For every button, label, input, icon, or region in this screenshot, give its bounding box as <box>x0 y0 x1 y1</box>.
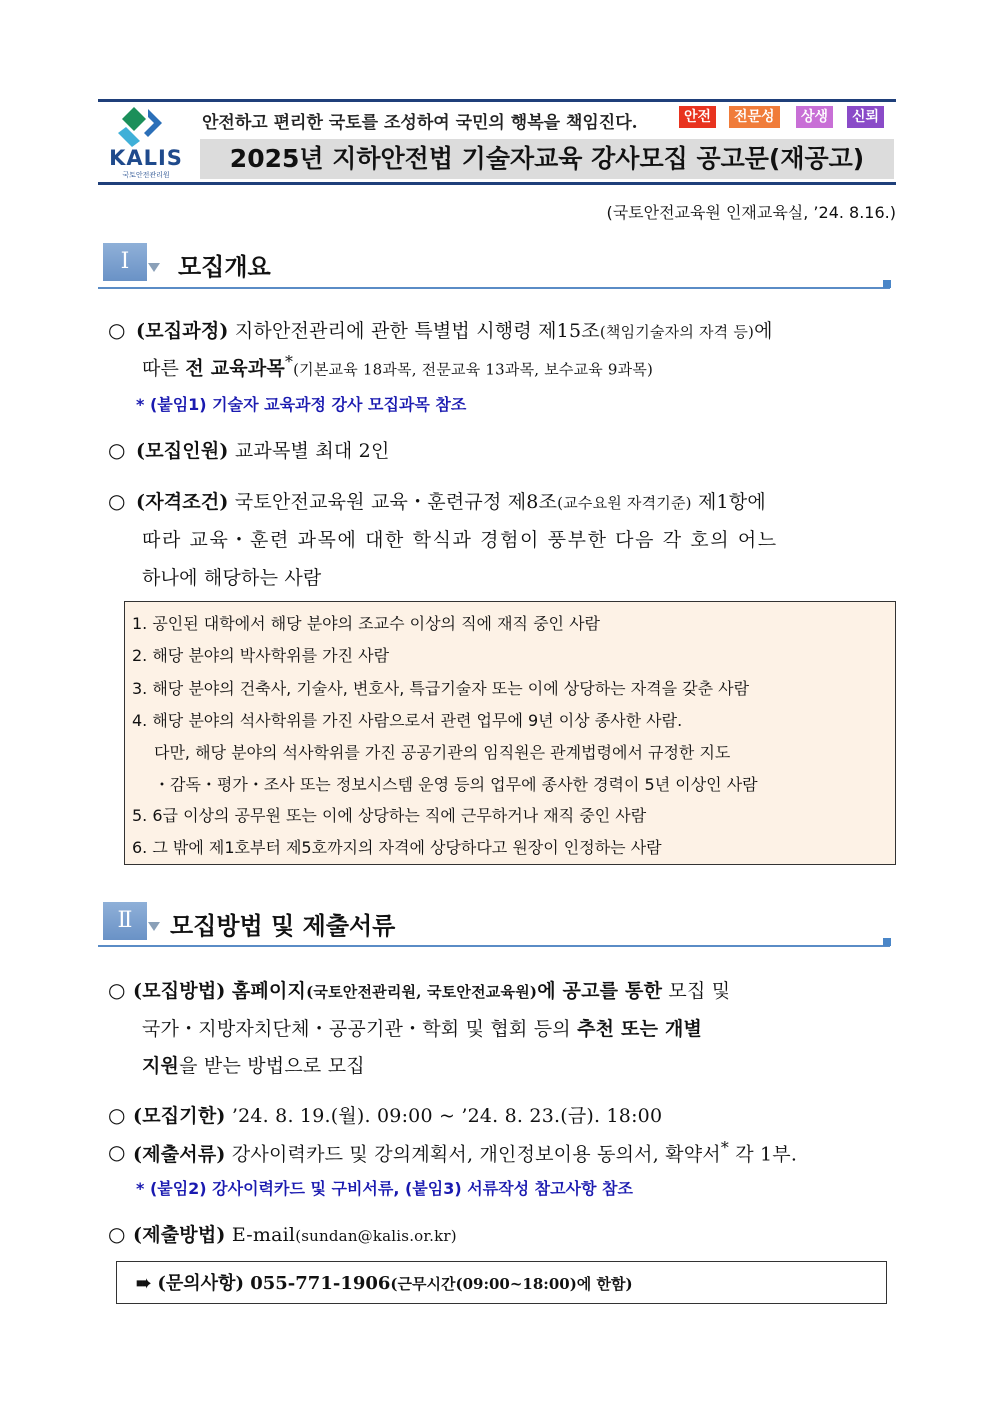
qualification-label: (자격조건) <box>136 491 229 513</box>
docs-count: 각 1부. <box>735 1143 798 1166</box>
course-star: * <box>284 352 294 371</box>
method-homepage-sites: (국토안전관리원, 국토안전교육원) <box>306 983 538 1001</box>
course-text: 지하안전관리에 관한 특별법 시행령 제15조 <box>234 320 600 342</box>
course-line-2 <box>142 352 653 380</box>
tag-safety: 안전 <box>679 106 716 128</box>
qualification-item-5: 5. 6급 이상의 공무원 또는 이에 상당하는 직에 근무하거나 재직 중인 사람 <box>132 806 647 825</box>
contact-line <box>136 1269 633 1295</box>
course-all-subjects: 전 교육과목 <box>185 357 285 380</box>
section-1-rule-marker <box>883 280 891 288</box>
qualification-item-4-cont-2: ・감독・평가・조사 또는 정보시스템 운영 등의 업무에 종사한 경력이 5년 이상인 사람 <box>154 775 758 794</box>
tag-trust: 신뢰 <box>847 106 884 128</box>
tag-coexistence: 상생 <box>796 106 833 128</box>
course-subject-counts: (기본교육 18과목, 전문교육 13과목, 보수교육 9과목) <box>293 360 654 379</box>
arrow-icon: ➠ <box>136 1273 152 1294</box>
tag-expertise: 전문성 <box>729 106 780 128</box>
section-2-title: 모집방법 및 제출서류 <box>170 912 396 940</box>
submit-email-address: (sundan@kalis.or.kr) <box>295 1227 457 1245</box>
bullet-icon: ○ <box>108 438 126 462</box>
method-apply: 지원 <box>142 1055 180 1077</box>
section-1-title: 모집개요 <box>178 253 271 281</box>
bullet-icon: ○ <box>108 1222 126 1246</box>
qualification-item-4-cont-1: 다만, 해당 분야의 석사학위를 가진 공공기관의 임직원은 관계법령에서 규정한 지도 <box>154 743 731 762</box>
qualification-item-3: 3. 해당 분야의 건축사, 기술사, 변호사, 특급기술자 또는 이에 상당하는 자격을 갖춘 사람 <box>132 679 750 698</box>
docs-label: (제출서류) <box>133 1143 226 1166</box>
bullet-icon: ○ <box>108 978 126 1002</box>
qualification-line-3: 하나에 해당하는 사람 <box>142 567 322 589</box>
method-orgs: 국가・지방자치단체・공공기관・학회 및 협회 등의 <box>142 1018 571 1040</box>
course-note: * (붙임1) 기술자 교육과정 강사 모집과목 참조 <box>136 395 467 414</box>
bullet-icon: ○ <box>108 318 126 342</box>
header-top-rule <box>98 99 896 102</box>
logo-subtitle: 국토안전관리원 <box>122 171 170 179</box>
contact-hours: (근무시간(09:00~18:00)에 한함) <box>390 1275 633 1293</box>
document-title: 2025년 지하안전법 기술자교육 강사모집 공고문(재공고) <box>229 144 865 173</box>
method-line-3 <box>142 1051 365 1078</box>
method-apply-rest: 을 받는 방법으로 모집 <box>179 1055 365 1077</box>
qualification-line-2: 따라 교육・훈련 과목에 대한 학식과 경험이 풍부한 다음 각 호의 어느 <box>142 529 778 551</box>
qualification-text: 국토안전교육원 교육・훈련규정 제8조 <box>234 491 558 513</box>
submit-email: E-mail <box>231 1224 296 1246</box>
qualification-item-6: 6. 그 밖에 제1호부터 제5호까지의 자격에 상당하다고 원장이 인정하는 사람 <box>132 838 662 857</box>
section-2-rule-marker <box>883 938 891 946</box>
method-line-1 <box>133 976 730 1003</box>
course-text2a: 따른 <box>142 357 180 380</box>
issuer-date: (국토안전교육원 인재교육실, ’24. 8.16.) <box>606 203 896 222</box>
contact-text: (문의사항) 055-771-1906 <box>157 1273 391 1294</box>
submit-line <box>133 1220 457 1247</box>
period-text: ’24. 8. 19.(월). 09:00 ~ ’24. 8. 23.(금). 18:00 <box>231 1105 663 1127</box>
qualification-item-1: 1. 공인된 대학에서 해당 분야의 조교수 이상의 직에 재직 중인 사람 <box>132 614 600 633</box>
count-text: 교과목별 최대 2인 <box>234 440 390 462</box>
section-1-rule <box>98 287 890 289</box>
count-line <box>136 436 390 463</box>
course-text-small: (책임기술자의 자격 등) <box>599 323 755 341</box>
section-1-number: Ⅰ <box>103 243 147 281</box>
bullet-icon: ○ <box>108 1103 126 1127</box>
qualification-line-1 <box>136 487 766 514</box>
course-label: (모집과정) <box>136 320 229 342</box>
method-label: (모집방법) <box>133 980 226 1002</box>
period-label: (모집기한) <box>133 1105 226 1127</box>
qualification-item-2: 2. 해당 분야의 박사학위를 가진 사람 <box>132 646 390 665</box>
method-line-2 <box>142 1014 702 1041</box>
section-2-number: Ⅱ <box>103 902 147 940</box>
qualification-text-end: 제1항에 <box>691 491 766 513</box>
docs-text: 강사이력카드 및 강의계획서, 개인정보이용 동의서, 확약서 <box>231 1143 721 1166</box>
logo-text: KALIS <box>109 146 183 170</box>
qualification-item-4: 4. 해당 분야의 석사학위를 가진 사람으로서 관련 업무에 9년 이상 종사한 사람. <box>132 711 683 730</box>
docs-line <box>133 1138 797 1166</box>
course-line-1 <box>136 316 773 343</box>
method-recruit: 모집 및 <box>668 980 731 1002</box>
method-recommend: 추천 또는 개별 <box>577 1018 703 1040</box>
qualification-text-small: (교수요원 자격기준) <box>557 494 692 512</box>
docs-star: * <box>720 1138 729 1157</box>
course-text-end: 에 <box>754 320 773 342</box>
bullet-icon: ○ <box>108 489 126 513</box>
section-2-arrow-icon <box>148 922 160 931</box>
method-notice: 에 공고를 통한 <box>537 980 663 1002</box>
section-1-arrow-icon <box>148 263 160 272</box>
submit-label: (제출방법) <box>133 1224 226 1246</box>
period-line <box>133 1101 662 1128</box>
header-bottom-rule <box>98 182 896 185</box>
slogan: 안전하고 편리한 국토를 조성하여 국민의 행복을 책임진다. <box>202 113 638 133</box>
docs-note: * (붙임2) 강사이력카드 및 구비서류, (붙임3) 서류작성 참고사항 참조 <box>136 1179 633 1198</box>
section-2-rule <box>98 945 890 947</box>
method-homepage: 홈페이지 <box>231 980 307 1002</box>
bullet-icon: ○ <box>108 1140 126 1164</box>
count-label: (모집인원) <box>136 440 229 462</box>
